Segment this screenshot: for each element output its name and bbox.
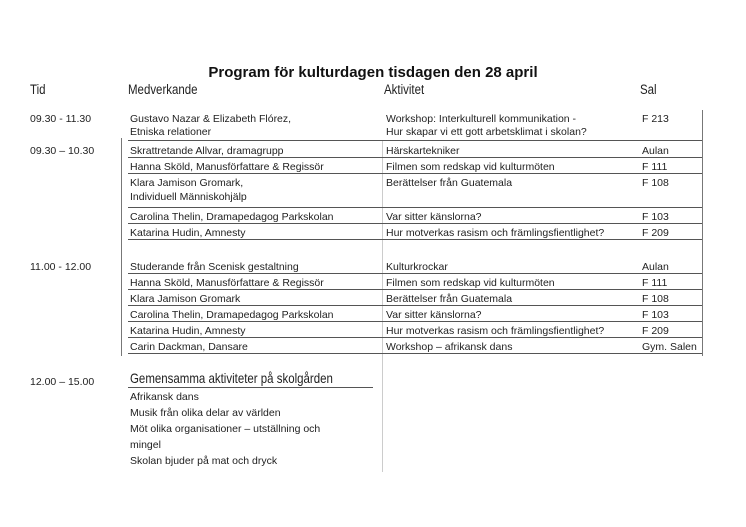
right-rule xyxy=(702,110,703,356)
performer: Katarina Hudin, Amnesty xyxy=(130,325,246,337)
activity: Kulturkrockar xyxy=(386,261,448,273)
divider xyxy=(128,305,702,306)
divider xyxy=(128,353,702,354)
activity: Filmen som redskap vid kulturmöten xyxy=(386,277,555,289)
divider xyxy=(128,157,702,158)
performer: Individuell Människohjälp xyxy=(130,191,247,203)
left-rule xyxy=(121,138,122,356)
divider xyxy=(128,273,702,274)
room: Gym. Salen xyxy=(642,341,697,353)
header-activity: Aktivitet xyxy=(384,82,425,97)
performer: Carin Dackman, Dansare xyxy=(130,341,248,353)
performer: Studerande från Scenisk gestaltning xyxy=(130,261,299,273)
room: F 103 xyxy=(642,309,669,321)
header-time: Tid xyxy=(30,82,46,97)
performer: Katarina Hudin, Amnesty xyxy=(130,227,246,239)
activity: Var sitter känslorna? xyxy=(386,309,482,321)
time-slot: 11.00 - 12.00 xyxy=(30,261,92,273)
activity: Hur skapar vi ett gott arbetsklimat i skolan? xyxy=(386,126,587,138)
room: F 108 xyxy=(642,293,669,305)
activity: Workshop – afrikansk dans xyxy=(386,341,513,353)
time-slot: 09.30 – 10.30 xyxy=(30,145,95,157)
divider xyxy=(128,289,702,290)
activity: Hur motverkas rasism och främlingsfientlighet? xyxy=(386,227,605,239)
page-title: Program för kulturdagen tisdagen den 28 april xyxy=(208,64,538,81)
room: Aulan xyxy=(642,261,669,273)
header-room: Sal xyxy=(640,82,657,97)
activity: Berättelser från Guatemala xyxy=(386,293,513,305)
room: F 209 xyxy=(642,227,669,239)
activity-item: Afrikansk dans xyxy=(130,391,199,403)
middle-rule xyxy=(382,140,383,472)
room: F 111 xyxy=(642,161,668,173)
room: F 108 xyxy=(642,177,669,189)
divider xyxy=(128,239,702,240)
activity-item: Skolan bjuder på mat och dryck xyxy=(130,455,278,467)
divider xyxy=(128,337,702,338)
performer: Skrattretande Allvar, dramagrupp xyxy=(130,145,284,157)
performer: Klara Jamison Gromark xyxy=(130,293,241,305)
divider xyxy=(128,223,702,224)
performer: Hanna Sköld, Manusförfattare & Regissör xyxy=(130,161,324,173)
header-performer: Medverkande xyxy=(128,82,198,97)
activity: Workshop: Interkulturell kommunikation - xyxy=(386,113,577,125)
time-slot: 09.30 - 11.30 xyxy=(30,113,92,125)
divider xyxy=(128,387,373,388)
activity: Filmen som redskap vid kulturmöten xyxy=(386,161,555,173)
activity: Berättelser från Guatemala xyxy=(386,177,513,189)
room: F 213 xyxy=(642,113,669,125)
section-heading: Gemensamma aktiviteter på skolgården xyxy=(130,370,333,386)
room: F 103 xyxy=(642,211,669,223)
activity-item: Möt olika organisationer – utställning och xyxy=(130,423,321,435)
performer: Carolina Thelin, Dramapedagog Parkskolan xyxy=(130,211,334,223)
activity: Härskartekniker xyxy=(386,145,460,157)
activity-item: mingel xyxy=(130,439,161,451)
activity: Var sitter känslorna? xyxy=(386,211,482,223)
room: F 111 xyxy=(642,277,668,289)
performer: Etniska relationer xyxy=(130,126,212,138)
divider xyxy=(128,173,702,174)
activity-item: Musik från olika delar av världen xyxy=(130,407,281,419)
divider xyxy=(128,207,702,208)
room: Aulan xyxy=(642,145,669,157)
performer: Gustavo Nazar & Elizabeth Flórez, xyxy=(130,113,292,125)
room: F 209 xyxy=(642,325,669,337)
performer: Carolina Thelin, Dramapedagog Parkskolan xyxy=(130,309,334,321)
performer: Klara Jamison Gromark, xyxy=(130,177,244,189)
activity: Hur motverkas rasism och främlingsfientlighet? xyxy=(386,325,605,337)
divider xyxy=(128,321,702,322)
performer: Hanna Sköld, Manusförfattare & Regissör xyxy=(130,277,324,289)
time-slot: 12.00 – 15.00 xyxy=(30,376,95,388)
divider xyxy=(128,140,702,141)
